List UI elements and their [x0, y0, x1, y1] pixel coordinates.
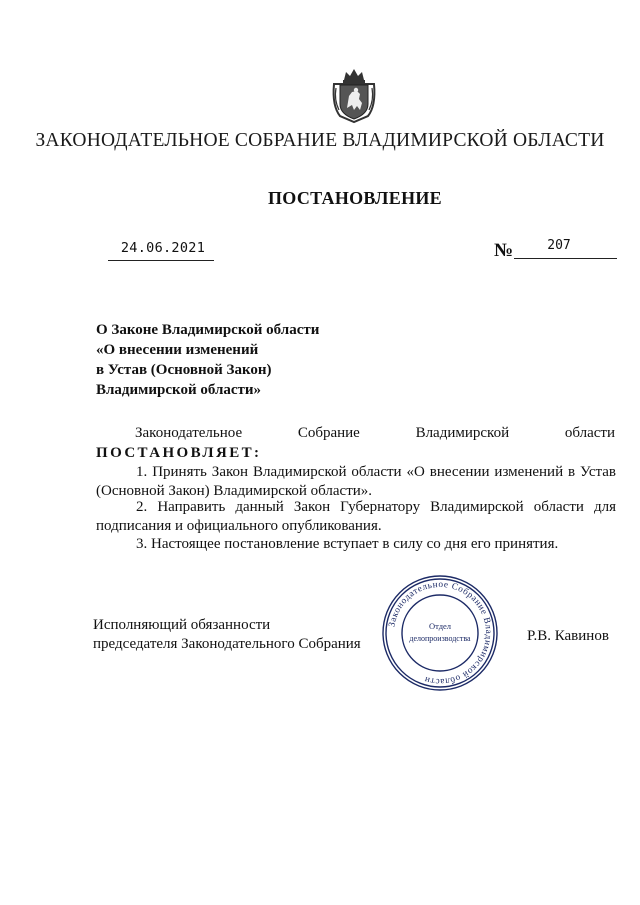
- paragraph-number: 1.: [136, 464, 148, 480]
- signer-title-line: председателя Законодательного Собрания: [93, 636, 361, 652]
- paragraph-text: Направить данный Закон Губернатору Владимирской области для подписания и официального опубликования.: [96, 499, 616, 534]
- signer-name: Р.В. Кавинов: [527, 628, 609, 644]
- paragraph-3: [96, 535, 616, 554]
- document-subject: [96, 320, 426, 400]
- stamp-inner-ring: [402, 595, 478, 671]
- preamble-word: Законодательное: [135, 425, 243, 441]
- paragraph-number: 3.: [136, 536, 148, 552]
- official-stamp: [380, 573, 500, 693]
- preamble-word: Собрание: [297, 425, 360, 441]
- vladimir-coat-of-arms-icon: [330, 66, 378, 124]
- signer-title: [93, 616, 383, 654]
- preamble-line: [135, 425, 615, 442]
- document-number: 207: [547, 238, 571, 253]
- subject-line: «О внесении изменений: [96, 342, 259, 358]
- number-sign: №: [494, 240, 514, 261]
- paragraph-number: 2.: [136, 499, 148, 515]
- stamp-ring-text: Законодательное Собрание Владимирской области: [386, 578, 495, 688]
- subject-line: Владимирской области»: [96, 382, 262, 398]
- document-type-heading: ПОСТАНОВЛЕНИЕ: [268, 188, 442, 208]
- stamp-center-line: Отдел: [428, 621, 452, 631]
- paragraph-2: [96, 498, 616, 536]
- preamble-word: области: [564, 425, 615, 441]
- stamp-outer-ring: [383, 576, 497, 690]
- preamble-word: Владимирской: [415, 425, 510, 441]
- number-underline: [514, 258, 617, 259]
- paragraph-text: Настоящее постановление вступает в силу со дня его принятия.: [151, 536, 559, 552]
- paragraph-text: Принять Закон Владимирской области «О внесении изменений в Устав (Основной Закон) Владимирской области».: [96, 464, 616, 499]
- document-date: 24.06.2021: [120, 240, 206, 256]
- signer-title-line: Исполняющий обязанности: [93, 617, 271, 633]
- subject-line: О Законе Владимирской области: [96, 322, 320, 338]
- decree-word: ПОСТАНОВЛЯЕТ:: [96, 445, 262, 461]
- assembly-title: ЗАКОНОДАТЕЛЬНОЕ СОБРАНИЕ ВЛАДИМИРСКОЙ ОБЛАСТИ: [35, 130, 605, 151]
- paragraph-1: [96, 463, 616, 501]
- subject-line: в Устав (Основной Закон): [96, 362, 272, 378]
- stamp-center-line: делопроизводства: [409, 634, 471, 643]
- date-underline: [108, 260, 214, 261]
